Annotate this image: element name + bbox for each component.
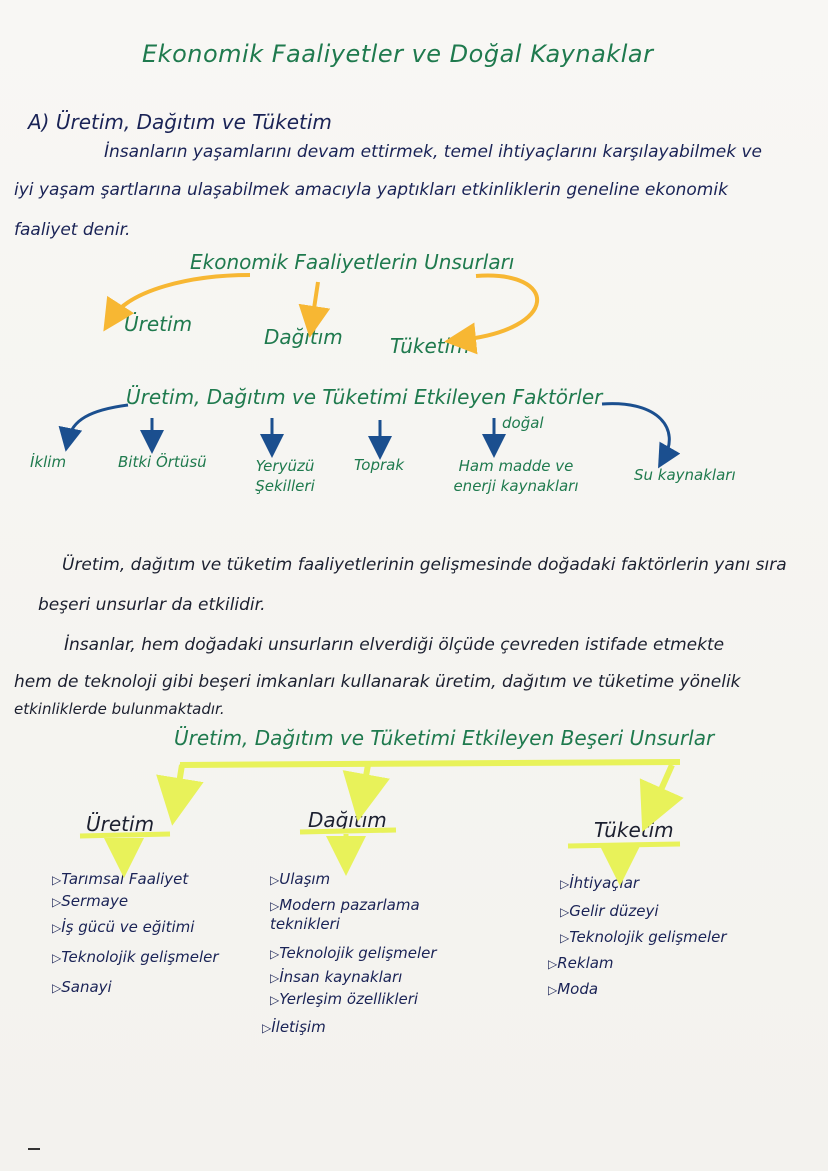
- list-item: ▷ Teknolojik gelişmeler: [270, 944, 437, 962]
- underline-tuketim: [568, 844, 680, 846]
- diagram1-title: Ekonomik Faaliyetlerin Unsurları: [190, 250, 515, 274]
- beseri-bracket: [180, 762, 680, 765]
- list-item: ▷ İnsan kaynakları: [270, 968, 402, 986]
- page-corner-mark: [28, 1148, 40, 1156]
- arrow-to-dagitim: [312, 282, 318, 322]
- column-heading-tuketim: Tüketim: [594, 818, 674, 842]
- factor-iklim: İklim: [30, 453, 67, 471]
- list-item: ▷ İş gücü ve eğitimi: [52, 918, 194, 936]
- diagram2-note: doğal: [502, 414, 544, 432]
- intro-line-2: iyi yaşam şartlarına ulaşabilmek amacıyla yaptıkları etkinliklerin geneline ekonomik: [14, 180, 728, 200]
- list-item: ▷ Reklam: [548, 954, 614, 972]
- underline-dagitim: [300, 830, 396, 832]
- factor-yeryuzu: Yeryüzü Şekilleri: [255, 457, 315, 495]
- arrow-to-tuketim: [460, 276, 537, 340]
- diagram2-title: Üretim, Dağıtım ve Tüketimi Etkileyen Faktörler: [126, 385, 603, 409]
- list-item: ▷ Ulaşım: [270, 870, 330, 888]
- intro-line-3: faaliyet denir.: [14, 220, 131, 240]
- column-heading-dagitim: Dağıtım: [308, 808, 387, 832]
- factor-toprak: Toprak: [354, 456, 405, 474]
- arrow-to-uretim: [112, 275, 250, 318]
- arrow-to-su: [602, 404, 669, 458]
- para2-line-2: beşeri unsurlar da etkilidir.: [38, 595, 266, 615]
- list-item: ▷ İhtiyaçlar: [560, 874, 639, 892]
- para2-line-3: İnsanlar, hem doğadaki unsurların elverdiği ölçüde çevreden istifade etmekte: [64, 635, 725, 655]
- arrow-to-col1: [176, 765, 182, 802]
- underline-uretim: [80, 834, 170, 836]
- list-item: ▷ Yerleşim özellikleri: [270, 990, 418, 1008]
- page-title: Ekonomik Faaliyetler ve Doğal Kaynaklar: [142, 40, 654, 68]
- factor-hammadde: Ham madde ve enerji kaynakları: [453, 457, 579, 495]
- arrow-to-col3: [652, 765, 672, 810]
- intro-line-1: İnsanların yaşamlarını devam ettirmek, temel ihtiyaçlarını karşılayabilmek ve: [104, 142, 763, 162]
- para2-line-4: hem de teknoloji gibi beşeri imkanları kullanarak üretim, dağıtım ve tüketime yönelik: [14, 672, 741, 692]
- arrow-to-col2: [362, 765, 368, 798]
- list-item: ▷ Teknolojik gelişmeler: [560, 928, 727, 946]
- list-item: ▷ Moda: [548, 980, 598, 998]
- diagram3-title: Üretim, Dağıtım ve Tüketimi Etkileyen Beşeri Unsurlar: [174, 726, 715, 750]
- para2-line-1: Üretim, dağıtım ve tüketim faaliyetlerinin gelişmesinde doğadaki faktörlerin yanı sıra: [62, 555, 787, 575]
- diagram1-item-tuketim: Tüketim: [390, 334, 470, 358]
- para2-line-5: etkinliklerde bulunmaktadır.: [14, 700, 225, 718]
- list-item: ▷ Teknolojik gelişmeler: [52, 948, 219, 966]
- list-item: ▷ Tarımsal Faaliyet: [52, 870, 188, 888]
- list-item: ▷ Sanayi: [52, 978, 112, 996]
- factor-bitki-ortusu: Bitki Örtüsü: [118, 453, 207, 471]
- factor-su: Su kaynakları: [634, 466, 736, 484]
- arrow-to-iklim: [68, 405, 128, 440]
- column-heading-uretim: Üretim: [86, 812, 155, 836]
- list-item: ▷ İletişim: [262, 1018, 326, 1036]
- diagram1-item-uretim: Üretim: [124, 312, 193, 336]
- list-item: ▷ Sermaye: [52, 892, 128, 910]
- list-item: ▷ Modern pazarlama teknikleri: [270, 896, 460, 933]
- section-heading: A) Üretim, Dağıtım ve Tüketim: [28, 110, 332, 134]
- diagram1-item-dagitim: Dağıtım: [264, 325, 343, 349]
- list-item: ▷ Gelir düzeyi: [560, 902, 659, 920]
